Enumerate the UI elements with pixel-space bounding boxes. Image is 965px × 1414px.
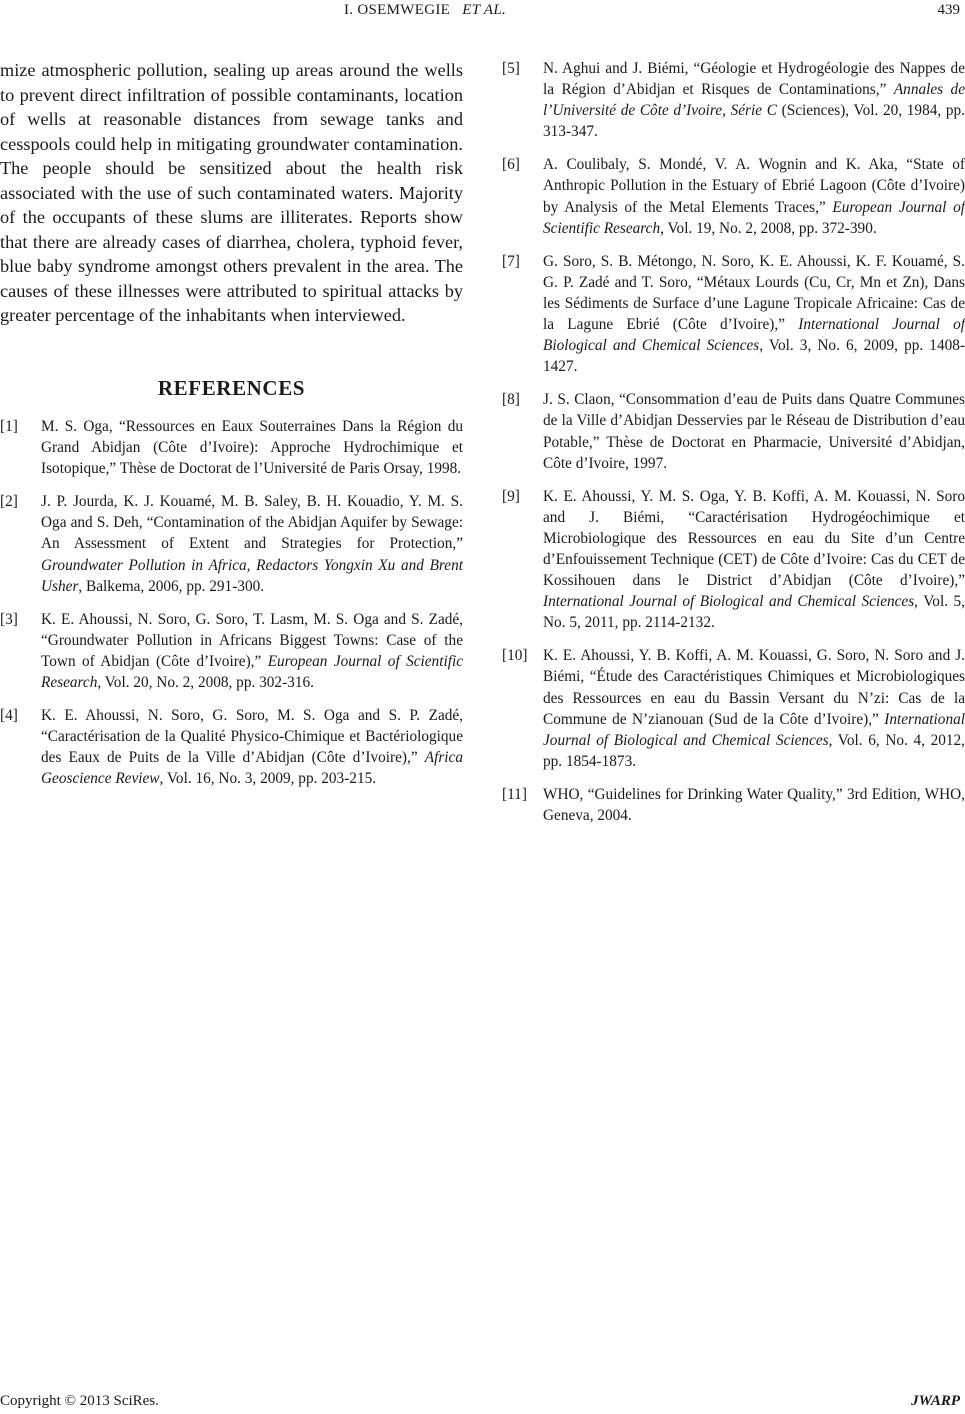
reference-source-title: International Journal of Biological and Chemical Sciences [543,710,965,749]
reference-details: , Vol. 6, No. 4, 2012, pp. 1854-1873. [543,731,965,770]
reference-item [502,486,965,634]
reference-number: [6] [502,156,520,174]
reference-text [41,491,463,596]
reference-number: [2] [0,493,18,511]
reference-source-title: Africa Geoscience Review [41,749,463,788]
reference-source-title: European Journal of Scientific Research [41,652,463,692]
reference-details: , Vol. 16, No. 3, 2009, pp. 203-215. [159,770,377,788]
reference-number: [7] [502,252,520,270]
reference-text [543,58,965,142]
reference-number: [11] [502,785,527,803]
page-number: 439 [937,2,960,18]
reference-number: [1] [0,418,18,435]
reference-source-title: International Journal of Biological and Chemical Sciences [543,593,915,611]
reference-number: [5] [502,60,520,77]
reference-item [502,154,965,238]
reference-text [543,251,965,378]
reference-details: , Vol. 3, No. 6, 2009, pp. 1408-1427. [543,337,965,376]
reference-source-title: Groundwater Pollution in Africa, Redactors Yongxin Xu and Brent Usher [41,556,463,595]
reference-list-right [502,58,965,838]
reference-number: [3] [0,610,18,628]
reference-citation: G. Soro, S. B. Métongo, N. Soro, K. E. Ahoussi, K. F. Kouamé, S. G. P. Zadé and T. Soro, “Métaux Lourds (Cu, Cr, Mn et Zn), Dans les Sédiments de Surface d’une Lagune Tropicale Africaine: Cas de la Lagune Ebrié (Côte d’Ivoire),” [543,252,965,334]
reference-source-title: Annales de l’Université de Côte d’Ivoire, Série C [543,81,965,120]
header-etal: ET AL. [462,2,507,18]
body-paragraph: mize atmospheric pollution, sealing up areas around the wells to prevent direct infiltration of possible contaminants, location of wells at reasonable distances from sewage tanks and cesspools could help in mitigating groundwater contamination. The people should be sensitized about the health risk associated with the use of such contaminated waters. Majority of the occupants of these slums are illiterates. Reports show that there are already cases of diarrhea, cholera, typhoid fever, blue baby syndrome amongst others prevalent in the area. The causes of these illnesses were attributed to spiritual attacks by greater percentage of the inhabitants when interviewed. [0,60,463,325]
reference-item [502,58,965,142]
copyright-notice: Copyright © 2013 SciRes. [0,1393,159,1409]
reference-citation: J. P. Jourda, K. J. Kouamé, M. B. Saley, B. H. Kouadio, Y. M. S. Oga and S. Deh, “Contamination of the Abidjan Aquifer by Sewage: An Assessment of Extent and Strategies for Protection,” [41,493,463,553]
reference-citation: WHO, “Guidelines for Drinking Water Quality,” 3rd Edition, WHO, Geneva, 2004. [543,785,965,824]
header-author: I. OSEMWEGIE [344,2,451,18]
references-heading: REFERENCES [157,376,306,400]
reference-citation: M. S. Oga, “Ressources en Eaux Souterraines Dans la Région du Grand Abidjan (Côte d’Ivoire): Approche Hydrochimique et Isotopique,” Thèse de Doctorat de l’Université de Paris Orsay, 1998. [41,418,463,478]
reference-citation: N. Aghui and J. Biémi, “Géologie et Hydrogéologie des Nappes de la Région d’Abidjan et Risques de Contaminations,” [543,60,965,99]
journal-abbrev: JWARP [911,1393,960,1409]
reference-item [0,491,463,596]
reference-number: [4] [0,707,18,725]
reference-citation: A. Coulibaly, S. Mondé, V. A. Wognin and K. Aka, “State of Anthropic Pollution in the Estuary of Ebrié Lagoon (Côte d’Ivoire) by Analysis of the Metal Elements Traces,” [543,156,965,216]
reference-item [502,389,965,473]
reference-citation: K. E. Ahoussi, N. Soro, G. Soro, M. S. Oga and S. P. Zadé, “Caractérisation de la Qualité Physico-Chimique et Bactériologique des Eaux de Puits de la Ville d’Abidjan (Côte d’Ivoire),” [41,707,463,767]
reference-details: , Vol. 19, No. 2, 2008, pp. 372-390. [660,219,877,237]
reference-item [0,609,463,693]
reference-text [543,486,965,634]
reference-details: (Sciences), Vol. 20, 1984, pp. 313-347. [543,102,965,141]
reference-details: , Vol. 5, No. 5, 2011, pp. 2114-2132. [543,593,965,632]
reference-item [502,784,965,826]
reference-text [543,645,965,772]
reference-list-left [0,416,463,802]
reference-number: [10] [502,647,528,665]
reference-item [502,251,965,378]
reference-source-title: European Journal of Scientific Research [543,198,965,237]
reference-source-title: International Journal of Biological and Chemical Sciences [543,316,965,355]
reference-number: [9] [502,487,520,505]
reference-details: , Balkema, 2006, pp. 291-300. [78,577,265,595]
reference-text [41,609,463,693]
reference-text [41,705,463,789]
reference-citation: K. E. Ahoussi, Y. B. Koffi, A. M. Kouassi, G. Soro, N. Soro and J. Biémi, “Étude des Caractéristiques Chimiques et Microbiologiques des Ressources en eau du Bassin Versant du N’zi: Cas de la Commune de N’zianouan (Sud de la Côte d’Ivoire),” [543,647,965,728]
reference-text [41,416,463,479]
reference-item [502,645,965,772]
reference-citation: J. S. Claon, “Consommation d’eau de Puits dans Quatre Communes de la Ville d’Abidjan Desservies par le Réseau de Distribution d’eau Potable,” Thèse de Doctorat en Pharmacie, Université d’Abidjan, Côte d’Ivoire, 1997. [543,391,965,472]
reference-number: [8] [502,391,520,409]
header-title [344,2,506,19]
reference-citation: K. E. Ahoussi, N. Soro, G. Soro, T. Lasm, M. S. Oga and S. Zadé, “Groundwater Pollution in Africans Biggest Towns: Case of the Town of Abidjan (Côte d’Ivoire),” [41,610,463,670]
reference-item [0,416,463,479]
reference-citation: K. E. Ahoussi, Y. M. S. Oga, Y. B. Koffi, A. M. Kouassi, N. Soro and J. Biémi, “Caractérisation Hydrogéochimique et Microbiologique des Ressources en eau du Site d’un Centre d’Enfouissement Technique (CET) de Côte d’Ivoire: Cas du CET de Kossihouen dans le District d’Abidjan (Côte d’Ivoire),” [543,487,965,590]
reference-text [543,389,965,473]
reference-details: , Vol. 20, No. 2, 2008, pp. 302-316. [97,674,314,692]
reference-text [543,784,965,826]
reference-item [0,705,463,789]
running-header [0,2,965,24]
reference-text [543,154,965,238]
